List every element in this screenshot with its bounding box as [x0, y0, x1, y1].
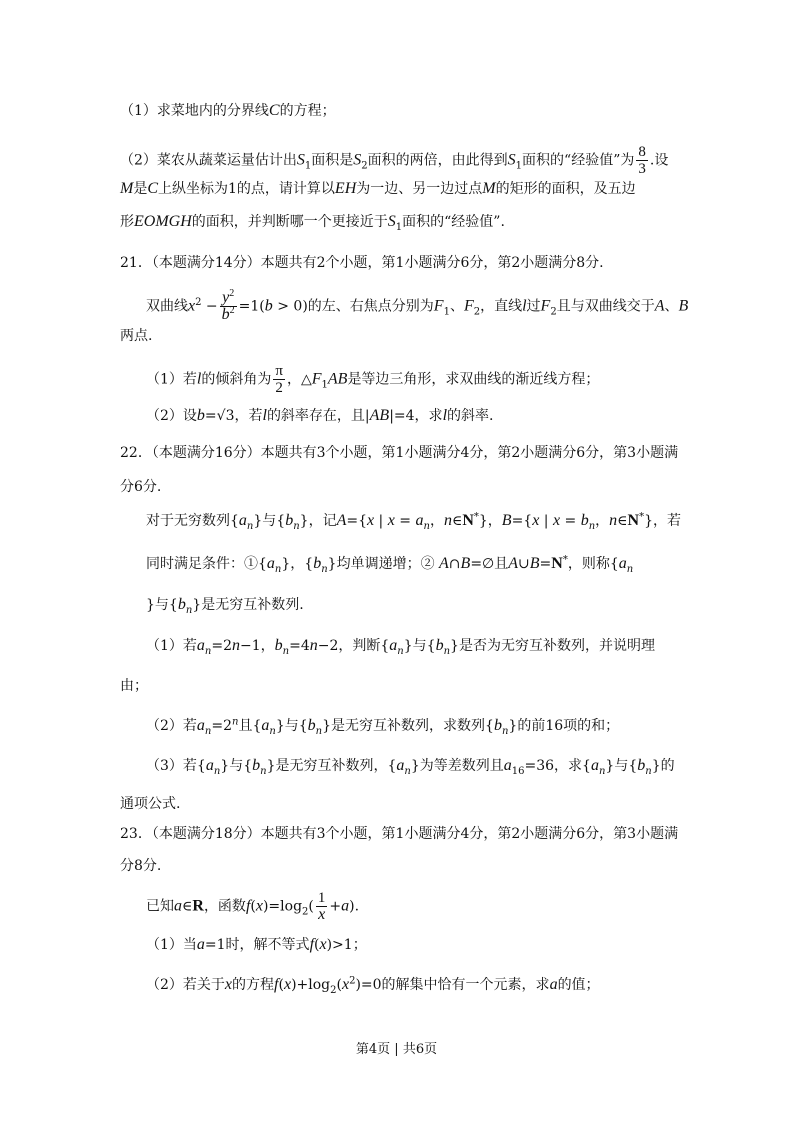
- p22-q3-line2: 通项公式.: [120, 796, 181, 812]
- p22-q1-line2: 由；: [120, 678, 148, 694]
- fraction-8-3: $\frac{8}{3}$: [638, 144, 646, 177]
- p20-q2-line2: M是C上纵坐标为1的点，请计算以EH为一边、另一边过点M的矩形的面积，及五边: [120, 180, 636, 197]
- page-footer: 第4页 | 共6页: [355, 1042, 438, 1057]
- p22-header-line2: 分6分.: [120, 479, 162, 495]
- p21-stem-line2: 两点.: [120, 328, 153, 344]
- p22-q2: （2）若$a_n=2^n$且$\{a_n\}$与$\{b_n\}$是无穷互补数列，求数列$\{b_n\}$的前16项的和；: [146, 716, 620, 737]
- p20-q1: （1）求菜地内的分界线C的方程；: [120, 102, 336, 119]
- p22-stem-line3: }与$\{b_n\}$是无穷互补数列.: [146, 596, 304, 616]
- p21-header: 21．（本题满分14分）本题共有2个小题，第1小题满分6分，第2小题满分8分.: [120, 255, 604, 271]
- p22-q1-line1: （1）若$a_n=2n-1$，$b_n=4n-2$，判断$\{a_n\}$与$\{b_n\}$是否为无穷互补数列，并说明理: [146, 637, 655, 657]
- p23-header-line1: 23．（本题满分18分）本题共有3个小题，第1小题满分4分，第2小题满分6分，第3小题满: [120, 826, 679, 842]
- p22-header-line1: 22．（本题满分16分）本题共有3个小题，第1小题满分4分，第2小题满分6分，第3小题满: [120, 445, 679, 461]
- p22-stem-line2: 同时满足条件：$①\{a_n\}$，$\{b_n\}$均单调递增；② A∩B=∅且A∪B=N*，则称{$a_n$: [146, 554, 634, 575]
- p23-q1: （1）当a=1时，解不等式f(x)>1；: [146, 936, 367, 953]
- p22-stem-line1: 对于无穷数列$\{a_n\}$与$\{b_n\}$，记A={x | $x = a_n$，n∈N*}，B={x | $x = b_n$，n∈N*}，若: [146, 511, 682, 532]
- p23-stem: 已知a∈R，函数$f(x)=\log_2$( $\frac{1}{x}$ +a).: [146, 890, 360, 923]
- p22-q3-line1: （3）若$\{a_n\}$与$\{b_n\}$是无穷互补数列，$\{a_n\}$为等差数列且$a_{16}=36$，求$\{a_n\}$与$\{b_n\}$的: [146, 757, 675, 777]
- p21-stem-line1: 双曲线$x^2$ − $\frac{y^2}{b^2}$ =1(b > 0)的左、右焦点分别为$F_1$、$F_2$，直线l过$F_2$且与双曲线交于A、B: [146, 288, 689, 323]
- p21-q1: （1）若l的倾斜角为 $\frac{\pi}{2}$ ，$\triangle F_1AB$是等边三角形，求双曲线的渐近线方程；: [146, 363, 600, 396]
- p23-header-line2: 分8分.: [120, 858, 162, 874]
- p23-q2: （2）若关于x的方程$f(x)+\log_2(x^2)=0$的解集中恰有一个元素，求a的值；: [146, 975, 600, 996]
- p20-q2-line1: （2）菜农从蔬菜运量估计出$S_1$面积是$S_2$面积的两倍，由此得到$S_1$面积的“经验值”为 $\frac{8}{3}$ .设: [120, 144, 669, 177]
- p21-q2: （2）设b=√3，若l的斜率存在，且|AB|=4，求l的斜率.: [146, 407, 494, 424]
- p20-q2-line3: 形EOMGH的面积，并判断哪一个更接近于$S_1$面积的“经验值”.: [120, 213, 505, 233]
